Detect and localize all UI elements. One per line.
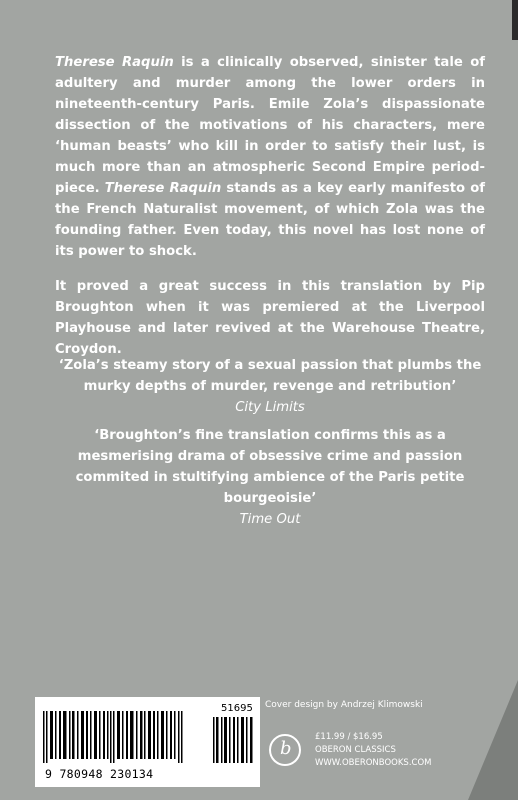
cover-design-credit: Cover design by Andrzej Klimowski — [265, 700, 423, 710]
blurb-text-a: is a clinically observed, sinister tale of adultery and murder among the lower orders in nineteenth-century Paris. Emile Zola’s dispassionate dissection of the motivations of his characters, mere ‘human beasts’ who kill in order to satisfy their lust, is much more than an atmospheric Second Empire period-piece. — [55, 55, 485, 196]
book-title-2: Therese Raquin — [104, 181, 222, 196]
publisher-info — [315, 731, 431, 770]
blurb-paragraph-2: It proved a great success in this translation by Pip Broughton when it was premiered at the Liverpool Playhouse and later revived at the Warehouse Theatre, Croydon. — [55, 279, 485, 357]
barcode-addon-number: 51695 — [221, 703, 253, 714]
quote-text: ‘Broughton’s fine translation confirms this as a mesmerising drama of obsessive crime and passion commited in stultifying ambience of the Paris petite bourgeoisie’ — [75, 428, 465, 506]
blurb — [55, 52, 485, 374]
corner-graphic — [448, 680, 518, 800]
review-quote-2 — [55, 425, 485, 530]
spine-edge — [512, 0, 518, 40]
oberon-logo-icon: b — [269, 734, 301, 766]
barcode-addon-bars — [213, 717, 253, 763]
barcode-bars — [43, 711, 183, 763]
review-quote-1 — [55, 355, 485, 418]
publisher-name: OBERON CLASSICS — [315, 745, 396, 755]
publisher-url: WWW.OBERONBOOKS.COM — [315, 758, 432, 768]
blurb-paragraph-1 — [55, 52, 485, 262]
quote-source: City Limits — [235, 400, 305, 415]
book-title: Therese Raquin — [55, 55, 174, 70]
isbn-number: 9 780948 230134 — [45, 767, 154, 781]
price: £11.99 / $16.95 — [315, 732, 383, 742]
quote-source: Time Out — [239, 512, 301, 527]
blurb-text-b: stands as a key early manifesto of the French Naturalist movement, of which Zola was the founding father. Even today, this novel has lost none of its power to shock. — [55, 181, 485, 259]
quote-text: ‘Zola’s steamy story of a sexual passion that plumbs the murky depths of murder, revenge and retribution’ — [58, 358, 482, 394]
barcode — [35, 697, 260, 787]
